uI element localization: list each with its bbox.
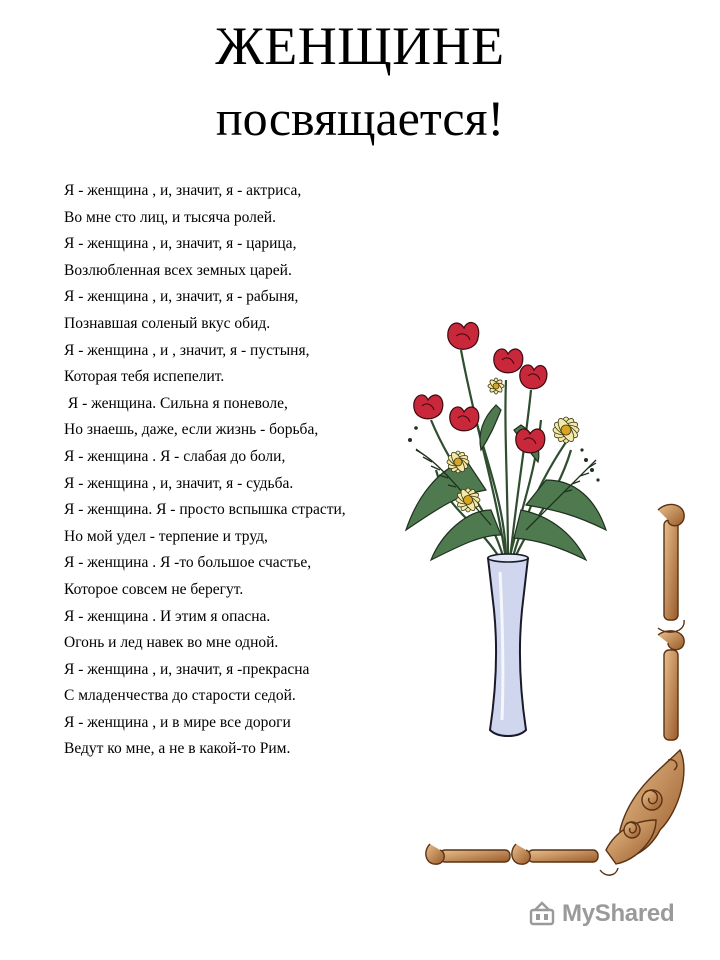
- poem-line: Я - женщина , и, значит, я - судьба.: [64, 474, 294, 492]
- poem-line: Которая тебя испепелит.: [64, 368, 225, 386]
- poem-line: С младенчества до старости седой.: [64, 687, 296, 705]
- poem-line: Огонь и лед навек во мне одной.: [64, 634, 279, 652]
- poem-line: Я - женщина , и, значит, я - царица,: [64, 235, 297, 253]
- poem-line: Я - женщина , и, значит, я - актриса,: [64, 182, 302, 199]
- watermark-text: MyShared: [562, 900, 675, 927]
- title-line-1: ЖЕНЩИНЕ: [215, 16, 505, 76]
- poem-line: Я - женщина , и, значит, я - рабыня,: [64, 288, 299, 306]
- poem-line: Я - женщина , и , значит, я - пустыня,: [64, 341, 310, 359]
- poem-line: Я - женщина , и, значит, я -прекрасна: [64, 660, 310, 678]
- poem-line: Но знаешь, даже, если жизнь - борьба,: [64, 421, 319, 439]
- myshared-logo-icon: [528, 900, 556, 928]
- poem-line: Во мне сто лиц, и тысяча ролей.: [64, 208, 276, 226]
- poem-line: Возлюбленная всех земных царей.: [64, 261, 292, 279]
- poem-line: Я - женщина . Я - слабая до боли,: [64, 447, 286, 465]
- watermark: [528, 896, 674, 932]
- poem-line: Я - женщина , и в мире все дороги: [64, 713, 291, 731]
- poem-line: Познавшая соленый вкус обид.: [64, 314, 271, 332]
- title-line-2: посвящается!: [215, 90, 505, 146]
- poem-line: Я - женщина. Сильна я поневоле,: [64, 394, 288, 412]
- poem-line: Я - женщина. Я - просто вспышка страсти,: [64, 501, 346, 519]
- poem: [64, 178, 424, 763]
- ornamental-corner-frame-icon: [420, 500, 700, 900]
- poem-line: Которое совсем не берегут.: [64, 580, 244, 598]
- poem-line: Ведут ко мне, а не в какой-то Рим.: [64, 740, 291, 758]
- poem-line: Я - женщина . И этим я опасна.: [64, 607, 271, 625]
- ornament-scrolls: [426, 504, 684, 875]
- poem-line: Но мой удел - терпение и труд,: [64, 527, 268, 545]
- poem-line: Я - женщина . Я -то большое счастье,: [64, 554, 312, 572]
